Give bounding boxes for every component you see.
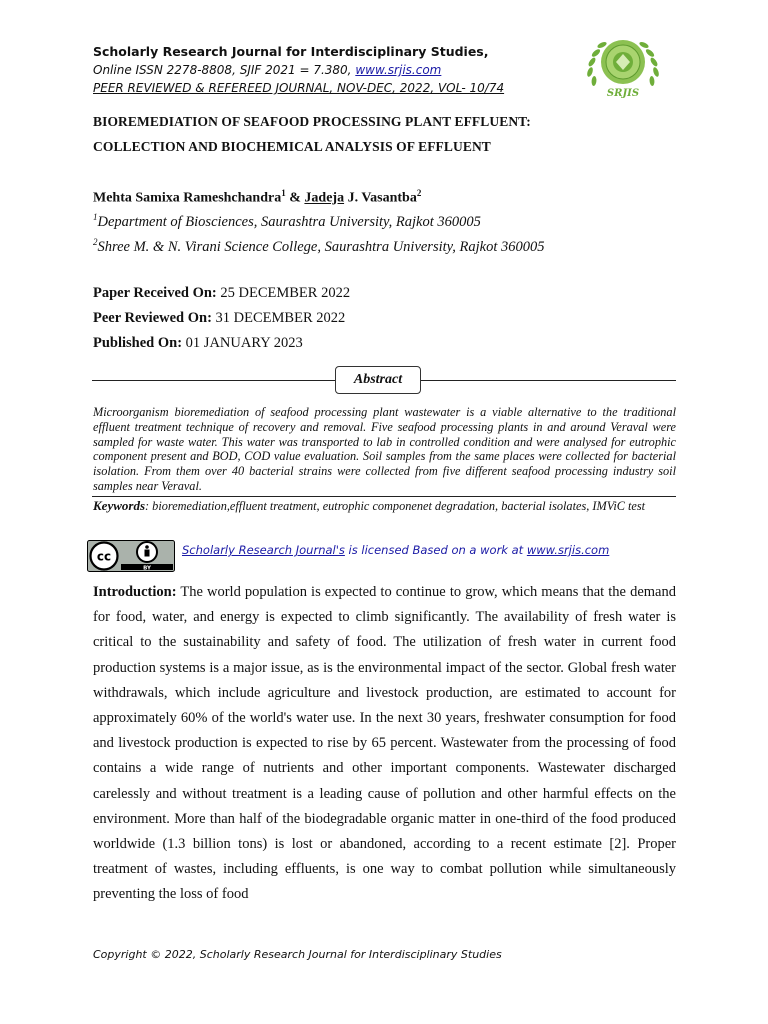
authors — [93, 188, 421, 207]
srjis-link[interactable]: www.srjis.com — [526, 543, 610, 557]
affiliation-2-sup: 2 — [93, 237, 98, 247]
journal-link[interactable]: Scholarly Research Journal's — [182, 543, 345, 557]
reviewed-label: Peer Reviewed On: — [93, 310, 212, 326]
copyright-footer: Copyright © 2022, Scholarly Research Journal for Interdisciplinary Studies — [93, 948, 502, 961]
license-text: is licensed Based on a work at — [344, 543, 527, 557]
introduction-label: Introduction: — [93, 584, 177, 600]
author-1-sup: 1 — [281, 188, 286, 198]
published-date — [93, 335, 303, 352]
introduction-text: The world population is expected to continue to grow, which means that the demand for food, water, and energy is expected to climb significantly. The availability of fresh water is critical to the sustainability and safety of food. The utilization of fresh water in current food production systems is a major issue, as is the environmental impact of the sector. Global fresh water withdrawals, which include agriculture and livestock production, are estimated to account for approximately 60% of the world's water use. In the next 30 years, freshwater consumption for food and livestock production is expected to rise by 65 percent. Wastewater from the processing of food contains a wide range of nutrients and other important components. Wastewater discharged carelessly and without treatment is a leading cause of pollution and other harmful effects on the environment. More than half of the biodegradable organic matter in one-third of the food produced worldwide (1.3 billion tons) is lost or abandoned, according to a recent estimate [2]. Proper treatment of wastes, including effluents, is one way to combat pollution while simultaneously preventing the loss of food — [93, 584, 676, 903]
abstract-text: Microorganism bioremediation of seafood processing plant wastewater is a viable alternative to the traditional effluent treatment technique of recovery and removal. Five seafood processing plants in and around Veraval were sampled for waste water. This water was transported to lab in controlled condition and were analysed for eutrophic component present and BOD, COD value evaluation. Soil samples from the same places were collected for bacterial isolation. From them over 40 bacterial strains were collected from five different seafood processing industry soil samples near Veraval. — [93, 405, 676, 493]
affiliation-2 — [93, 237, 545, 256]
author-2-surname: Jadeja — [304, 190, 345, 206]
author-2: J. Vasantba — [344, 190, 417, 206]
license-line — [182, 543, 609, 557]
journal-name: Scholarly Research Journal for Interdisciplinary Studies, — [93, 44, 489, 59]
author-2-sup: 2 — [416, 188, 422, 198]
cc-label: cc — [96, 549, 112, 564]
published-value: 01 JANUARY 2023 — [182, 335, 303, 351]
issn-line — [93, 63, 441, 77]
issn-text: Online ISSN 2278-8808, SJIF 2021 = 7.380, — [93, 63, 356, 77]
paper-title-line-1: BIOREMEDIATION OF SEAFOOD PROCESSING PLANT EFFLUENT: — [93, 114, 531, 129]
keywords — [93, 499, 676, 514]
affiliation-2-text: Shree M. & N. Virani Science College, Saurashtra University, Rajkot 360005 — [97, 238, 545, 255]
cc-by-license-icon[interactable] — [87, 540, 175, 572]
website-link[interactable]: www.srjis.com — [355, 63, 442, 77]
introduction-paragraph — [93, 580, 676, 908]
author-separator: & — [285, 190, 305, 206]
published-label: Published On: — [93, 335, 183, 351]
affiliation-1 — [93, 212, 481, 231]
journal-logo — [582, 32, 664, 102]
abstract-rule-right — [420, 380, 676, 381]
reviewed-value: 31 DECEMBER 2022 — [211, 310, 346, 326]
received-value: 25 DECEMBER 2022 — [216, 285, 351, 301]
keywords-label: Keywords — [93, 498, 145, 513]
affiliation-1-sup: 1 — [93, 212, 98, 222]
by-label: BY — [143, 565, 151, 572]
abstract-heading: Abstract — [335, 366, 421, 394]
author-1: Mehta Samixa Rameshchandra — [93, 190, 282, 206]
received-label: Paper Received On: — [93, 285, 217, 301]
paper-title-line-2: COLLECTION AND BIOCHEMICAL ANALYSIS OF EFFLUENT — [93, 139, 491, 154]
affiliation-1-text: Department of Biosciences, Saurashtra University, Rajkot 360005 — [97, 213, 481, 230]
peer-review-line: PEER REVIEWED & REFEREED JOURNAL, NOV-DEC, 2022, VOL- 10/74 — [93, 81, 505, 95]
abstract-bottom-rule — [92, 496, 676, 497]
reviewed-date — [93, 310, 345, 327]
received-date — [93, 285, 350, 302]
logo-text: SRJIS — [606, 88, 640, 99]
keywords-text: : bioremediation,effluent treatment, eutrophic componenet degradation, bacterial isolates, IMViC test — [145, 499, 646, 513]
abstract-rule-left — [92, 380, 335, 381]
